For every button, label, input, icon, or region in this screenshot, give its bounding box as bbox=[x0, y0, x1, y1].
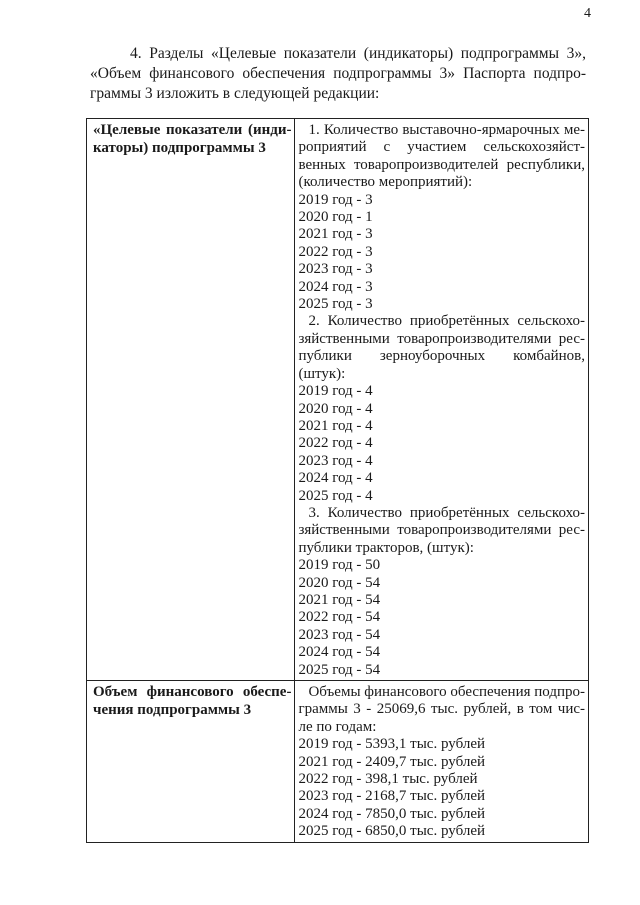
indicator-year-value: 2023 год - 54 bbox=[298, 626, 381, 643]
indicator-text: 3. Количество приобретённых сельскохо- bbox=[308, 504, 585, 521]
intro-paragraph bbox=[90, 44, 586, 104]
financing-year-value: 2023 год - 2168,7 тыс. рублей bbox=[298, 788, 486, 805]
financing-label: Объем финансового обеспе- bbox=[93, 684, 292, 700]
indicator-year-value: 2019 год - 3 bbox=[298, 191, 373, 208]
indicator-year-value: 2023 год - 3 bbox=[298, 261, 373, 278]
financing-label: чения подпрограммы 3 bbox=[93, 701, 252, 718]
indicator-year-value: 2022 год - 3 bbox=[298, 243, 373, 260]
indicator-year-value: 2024 год - 54 bbox=[298, 644, 381, 661]
indicator-year-value: 2025 год - 54 bbox=[298, 661, 381, 678]
indicator-year-value: 2020 год - 54 bbox=[298, 574, 381, 591]
financing-year-value: 2019 год - 5393,1 тыс. рублей bbox=[298, 736, 486, 753]
indicator-year-value: 2020 год - 1 bbox=[298, 209, 373, 226]
financing-year-value: 2021 год - 2409,7 тыс. рублей bbox=[298, 753, 486, 770]
indicator-text: 2. Количество приобретённых сельскохо- bbox=[308, 313, 585, 330]
intro-line: граммы 3 изложить в следующей редакции: bbox=[90, 85, 380, 102]
intro-line: 4. Разделы «Целевые показатели (индикаторы) подпрограммы 3», bbox=[130, 45, 586, 62]
financing-text: Объемы финансового обеспечения подпро- bbox=[308, 684, 585, 700]
indicator-text: венных товаропроизводителей республики, bbox=[298, 156, 585, 173]
indicators-content-cell bbox=[295, 119, 589, 681]
indicator-year-value: 2022 год - 54 bbox=[298, 609, 381, 626]
indicators-label-cell bbox=[87, 119, 295, 681]
financing-year-value: 2024 год - 7850,0 тыс. рублей bbox=[298, 805, 486, 822]
financing-label-cell bbox=[87, 681, 295, 843]
indicator-year-value: 2022 год - 4 bbox=[298, 435, 373, 452]
indicator-year-value: 2019 год - 50 bbox=[298, 557, 381, 574]
indicator-year-value: 2021 год - 3 bbox=[298, 226, 373, 243]
indicator-year-value: 2025 год - 3 bbox=[298, 296, 373, 313]
financing-year-value: 2022 год - 398,1 тыс. рублей bbox=[298, 771, 478, 788]
indicator-year-value: 2021 год - 4 bbox=[298, 417, 373, 434]
intro-line: «Объем финансового обеспечения подпрограммы 3» Паспорта подпро- bbox=[90, 65, 586, 82]
indicator-text: зяйственными товаропроизводителями рес- bbox=[298, 330, 585, 347]
indicator-year-value: 2020 год - 4 bbox=[298, 400, 373, 417]
indicator-text: (количество мероприятий): bbox=[298, 174, 473, 191]
financing-text: граммы 3 - 25069,6 тыс. рублей, в том чис- bbox=[298, 701, 585, 718]
indicator-text: публики зерноуборочных комбайнов, bbox=[298, 348, 585, 365]
passport-table bbox=[86, 118, 589, 843]
financing-year-value: 2025 год - 6850,0 тыс. рублей bbox=[298, 823, 486, 840]
indicator-year-value: 2024 год - 4 bbox=[298, 470, 373, 487]
indicator-year-value: 2023 год - 4 bbox=[298, 452, 373, 469]
indicator-year-value: 2019 год - 4 bbox=[298, 383, 373, 400]
indicator-text: публики тракторов, (штук): bbox=[298, 539, 474, 556]
indicator-year-value: 2021 год - 54 bbox=[298, 591, 381, 608]
indicator-text: 1. Количество выставочно-ярмарочных ме- bbox=[308, 122, 585, 138]
indicators-label: каторы) подпрограммы 3 bbox=[93, 139, 266, 156]
indicator-text: (штук): bbox=[298, 365, 346, 382]
indicators-label: «Целевые показатели (инди- bbox=[93, 122, 292, 138]
indicator-year-value: 2025 год - 4 bbox=[298, 487, 373, 504]
table-row-indicators bbox=[87, 119, 589, 681]
page-number: 4 bbox=[584, 6, 591, 21]
table-row-financing bbox=[87, 681, 589, 843]
indicator-text: роприятий с участием сельскохозяйст- bbox=[298, 139, 585, 156]
financing-content-cell bbox=[295, 681, 589, 843]
financing-text: ле по годам: bbox=[298, 718, 377, 735]
indicator-text: зяйственными товаропроизводителями рес- bbox=[298, 522, 585, 539]
indicator-year-value: 2024 год - 3 bbox=[298, 278, 373, 295]
